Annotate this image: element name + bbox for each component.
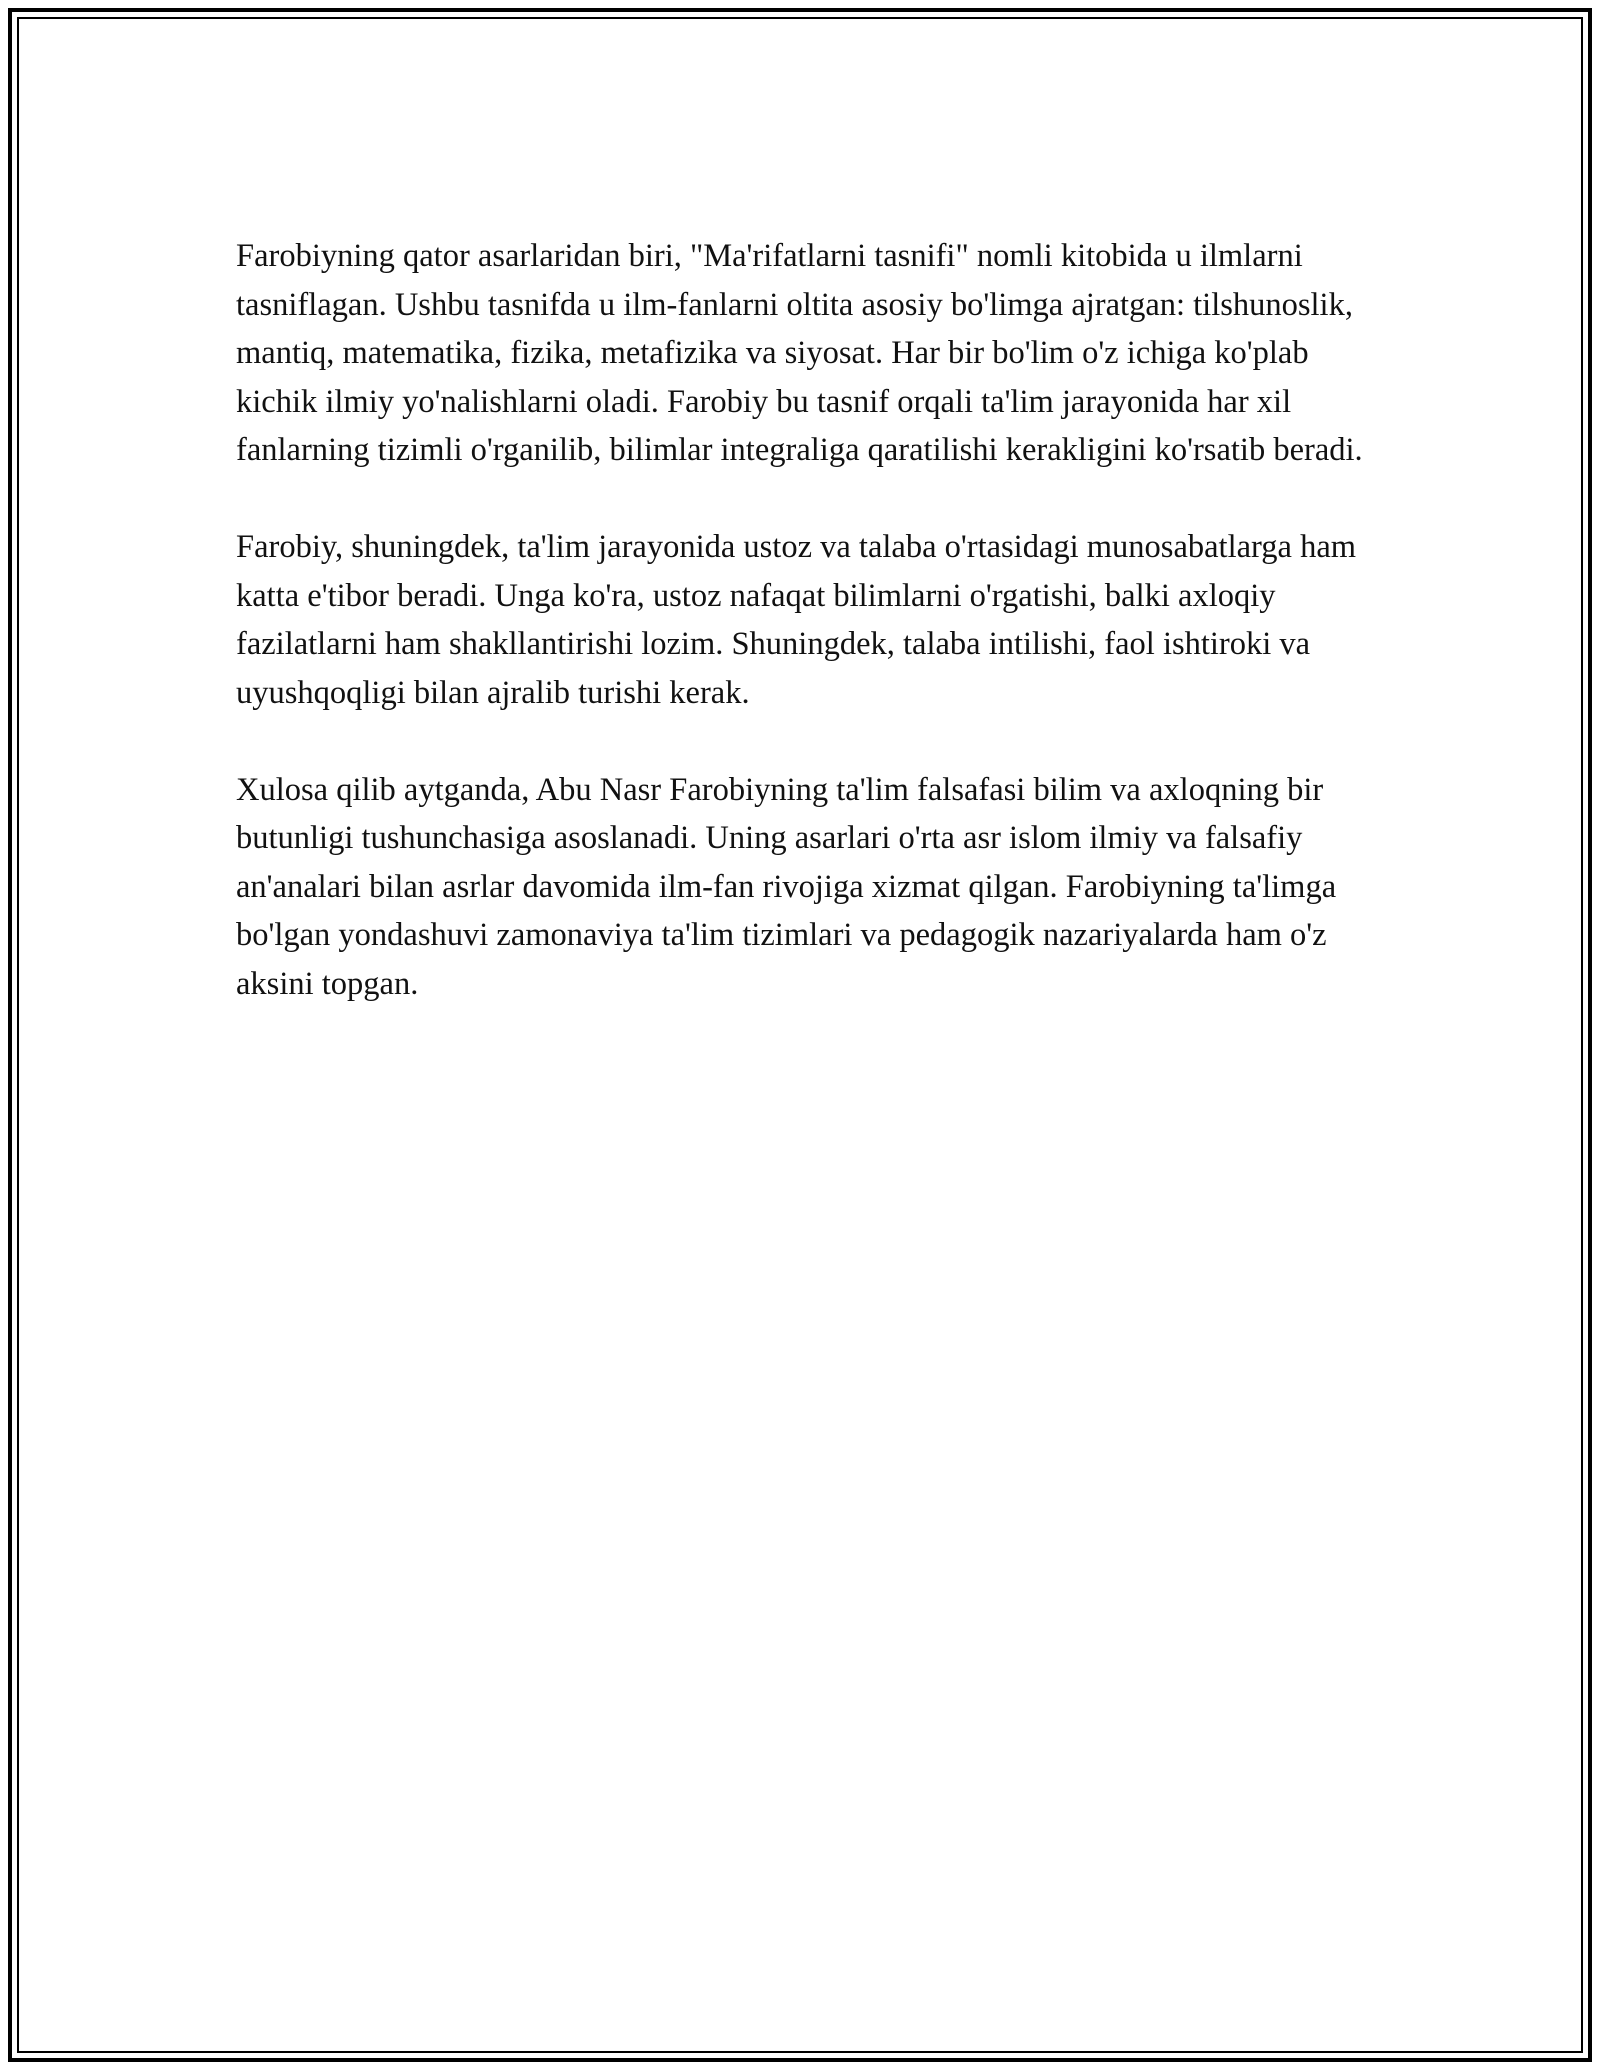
paragraph-teacher-student: Farobiy, shuningdek, ta'lim jarayonida ustoz va talaba o'rtasidagi munosabatlarga ham katta e'tibor beradi. Unga ko'ra, ustoz nafaqat bilimlarni o'rgatishi, balki axloqiy fazilatlarni ham shakllantirishi lozim. Shuningdek, talaba intilishi, faol ishtiroki va uyushqoqligi bilan ajralib turishi kerak. [236,529,1357,711]
paragraph-classification: Farobiyning qator asarlaridan biri, "Ma'rifatlarni tasnifi" nomli kitobida u ilmlarni tasniflagan. Ushbu tasnifda u ilm-fanlarni oltita asosiy bo'limga ajratgan: tilshunoslik, mantiq, matematika, fizika, metafizika va siyosat. Har bir bo'lim o'z ichiga ko'plab kichik ilmiy yo'nalishlarni oladi. Farobiy bu tasnif orqali ta'lim jarayonida har xil fanlarning tizimli o'rganilib, bilimlar integraliga qaratilishi kerakligini ko'rsatib beradi. [236,238,1363,468]
document-body [236,232,1366,1057]
paragraph-conclusion: Xulosa qilib aytganda, Abu Nasr Farobiyning ta'lim falsafasi bilim va axloqning bir butunligi tushunchasiga asoslanadi. Uning asarlari o'rta asr islom ilmiy va falsafiy an'analari bilan asrlar davomida ilm-fan rivojiga xizmat qilgan. Farobiyning ta'limga bo'lgan yondashuvi zamonaviya ta'lim tizimlari va pedagogik nazariyalarda ham o'z aksini topgan. [236,771,1337,1002]
